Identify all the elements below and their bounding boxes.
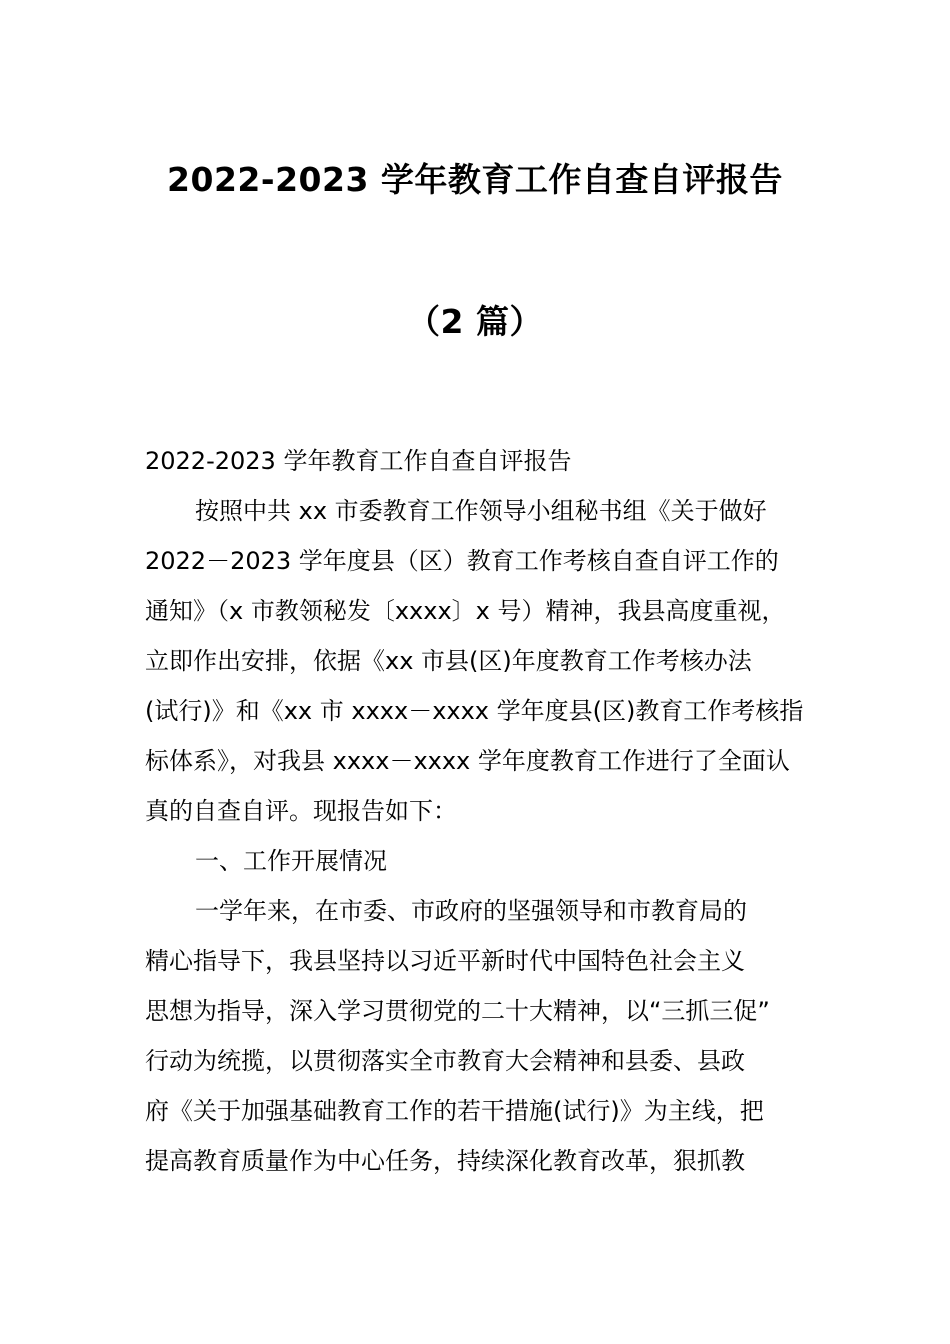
paragraph-line: 按照中共 xx 市委教育工作领导小组秘书组《关于做好 [195,497,767,525]
paragraph-line: 2022－2023 学年度县（区）教育工作考核自查自评工作的 [145,547,779,575]
paragraph-line: 提高教育质量作为中心任务，持续深化教育改革，狠抓教 [145,1147,745,1175]
paragraph-line: 通知》（x 市教领秘发〔xxxx〕x 号）精神，我县高度重视， [145,597,786,625]
paragraph-line: 思想为指导，深入学习贯彻党的二十大精神，以“三抓三促” [145,997,770,1025]
section-heading: 2022-2023 学年教育工作自查自评报告 [145,447,572,475]
subsection-heading: 一、工作开展情况 [195,847,387,875]
paragraph-line: 一学年来，在市委、市政府的坚强领导和市教育局的 [195,897,747,925]
paragraph-line: (试行)》和《xx 市 xxxx－xxxx 学年度县(区)教育工作考核指 [145,697,804,725]
document-body [145,436,825,1186]
paragraph-line: 精心指导下，我县坚持以习近平新时代中国特色社会主义 [145,947,745,975]
paragraph-line: 府《关于加强基础教育工作的若干措施(试行)》为主线，把 [145,1097,764,1125]
paragraph-line: 标体系》，对我县 xxxx－xxxx 学年度教育工作进行了全面认 [145,747,790,775]
paragraph-line: 行动为统揽，以贯彻落实全市教育大会精神和县委、县政 [145,1047,745,1075]
document-subtitle: （2 篇） [407,302,543,341]
paragraph-line: 立即作出安排，依据《xx 市县(区)年度教育工作考核办法 [145,647,752,675]
document-title: 2022-2023 学年教育工作自查自评报告 [167,160,783,199]
paragraph-line: 真的自查自评。现报告如下： [145,797,457,825]
